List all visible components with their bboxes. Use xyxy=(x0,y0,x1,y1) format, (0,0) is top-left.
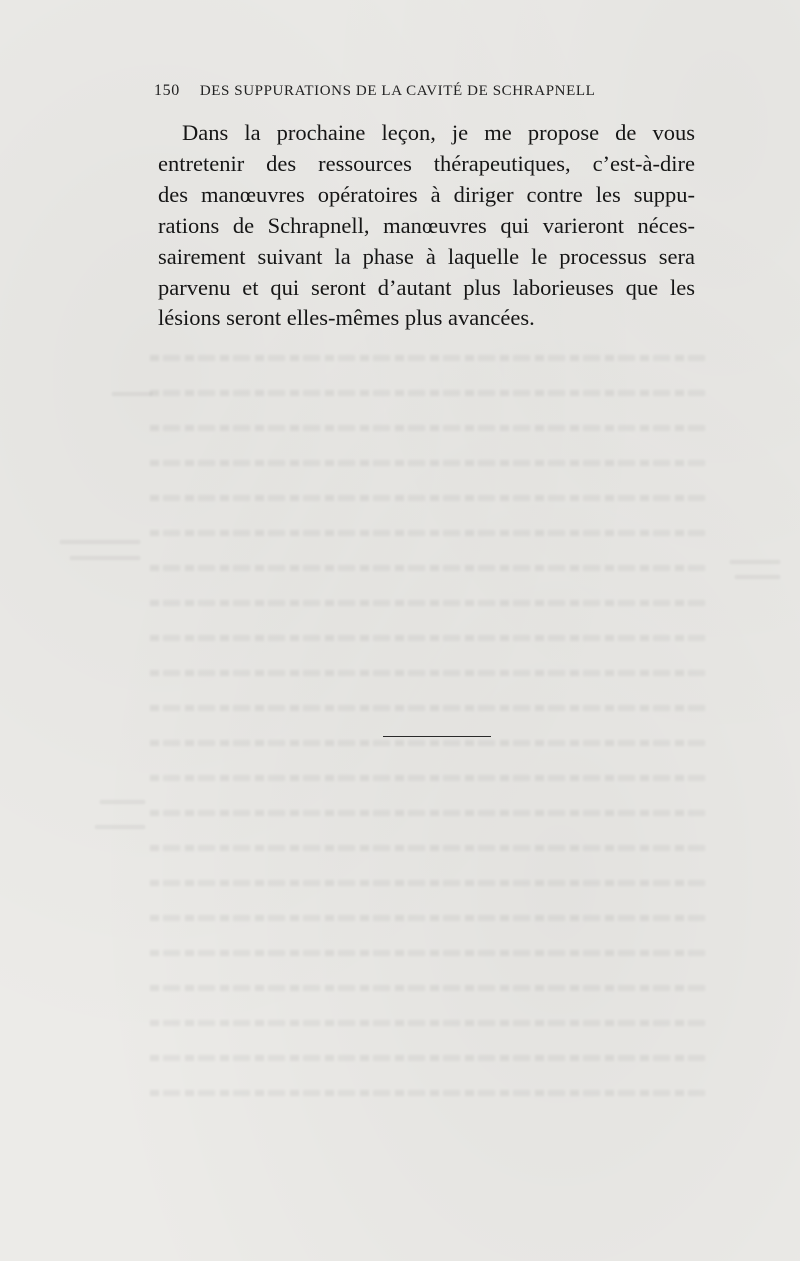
show-through-line xyxy=(150,810,710,816)
chapter-end-rule xyxy=(383,736,491,737)
show-through-line xyxy=(150,950,710,956)
margin-note-ghost xyxy=(60,540,140,544)
page-number: 150 xyxy=(154,82,180,99)
show-through-line xyxy=(150,390,710,396)
show-through-line xyxy=(150,740,710,746)
margin-note-ghost xyxy=(70,556,140,560)
show-through-line xyxy=(150,355,710,361)
show-through-line xyxy=(150,985,710,991)
margin-note-ghost xyxy=(95,825,145,829)
paragraph-line: rations de Schrapnell, manœuvres qui varieront néces- xyxy=(158,212,695,238)
show-through-line xyxy=(150,880,710,886)
margin-note-ghost xyxy=(112,392,152,396)
paragraph-line: sairement suivant la phase à laquelle le processus sera xyxy=(158,243,695,269)
paragraph-line: Dans la prochaine leçon, je me propose de vous xyxy=(182,120,695,145)
show-through-line xyxy=(150,460,710,466)
paragraph-line: entretenir des ressources thérapeutiques, c’est-à-dire xyxy=(158,150,695,176)
margin-note-ghost xyxy=(100,800,145,804)
show-through-line xyxy=(150,635,710,641)
paragraph-line: des manœuvres opératoires à diriger contre les suppu- xyxy=(158,181,695,207)
show-through-line xyxy=(150,1090,710,1096)
show-through-line xyxy=(150,705,710,711)
body-paragraph xyxy=(158,118,695,334)
show-through-text xyxy=(150,355,710,1125)
show-through-line xyxy=(150,775,710,781)
running-head xyxy=(154,82,654,100)
margin-note-ghost xyxy=(735,575,780,579)
show-through-line xyxy=(150,845,710,851)
running-head-title: DES SUPPURATIONS DE LA CAVITÉ DE SCHRAPNELL xyxy=(199,83,596,99)
margin-note-ghost xyxy=(730,560,780,564)
show-through-line xyxy=(150,1020,710,1026)
show-through-line xyxy=(150,565,710,571)
show-through-line xyxy=(150,1055,710,1061)
paragraph-line: lésions seront elles-mêmes plus avancées. xyxy=(158,305,535,331)
show-through-line xyxy=(150,915,710,921)
show-through-line xyxy=(150,425,710,431)
show-through-line xyxy=(150,670,710,676)
show-through-line xyxy=(150,495,710,501)
show-through-line xyxy=(150,600,710,606)
paragraph-line: parvenu et qui seront d’autant plus laborieuses que les xyxy=(158,274,695,300)
show-through-line xyxy=(150,530,710,536)
